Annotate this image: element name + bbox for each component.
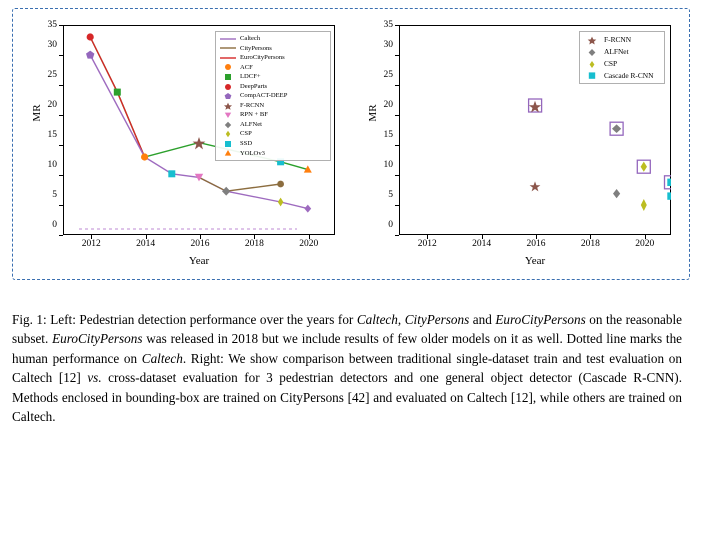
marker-csp-caltech (641, 199, 647, 211)
legend-item-eurocitypersons: EuroCityPersons (219, 53, 327, 63)
marker-alfnet (222, 187, 230, 196)
left-chart-legend (215, 31, 331, 161)
caption-italic-3: EuroCityPersons (495, 312, 586, 327)
legend-pentagon-icon (219, 92, 237, 100)
left-xtick-2018: 2018 (244, 239, 264, 249)
right-ytick-0: 0 (388, 220, 393, 230)
marker-caltech-2019 (304, 205, 311, 213)
right-ytick-25: 25 (383, 70, 393, 80)
right-chart-panel (355, 15, 685, 273)
marker-f-rcnn-caltech (530, 181, 541, 191)
legend-star-icon (583, 36, 601, 44)
legend-item-citypersons: CityPersons (219, 44, 327, 54)
caption-part-2: , (397, 312, 405, 327)
legend-item-cascade-rcnn: Cascade R-CNN (583, 70, 661, 82)
legend-item-acf: ACF (219, 63, 327, 73)
right-chart-legend (579, 31, 665, 84)
legend-square-icon (219, 140, 237, 148)
left-xtick-2014: 2014 (136, 239, 156, 249)
left-xtick-2012: 2012 (81, 239, 101, 249)
left-ytick-10: 10 (47, 160, 57, 170)
caption-part-6: . Right: We show comparison between traditional single-dataset train and test evaluation on Caltech [12] (12, 350, 682, 386)
legend-item-rpn-bf: RPN + BF (219, 110, 327, 120)
left-xtick-2020: 2020 (299, 239, 319, 249)
caption-part-7: cross-dataset evaluation for 3 pedestrian detectors and one general object detector (Cascade R-CNN). Methods enclosed in bounding-box are trained on CityPersons [42] and evaluated on Caltech [12], while others are trained on Caltech. (12, 370, 682, 425)
left-ytick-15: 15 (47, 130, 57, 140)
legend-item-compact-deep: CompACT-DEEP (219, 91, 327, 101)
legend-triangle-up-icon (219, 149, 237, 157)
left-xtick-2016: 2016 (190, 239, 210, 249)
legend-thin-diamond-icon (219, 130, 237, 138)
caption-italic-4: EuroCityPersons (52, 331, 143, 347)
legend-circle-icon (219, 63, 237, 71)
legend-line-icon (219, 35, 237, 43)
caption-part-3: and (469, 312, 496, 327)
left-y-axis-label: MR (31, 104, 43, 122)
caption-italic-1: Caltech (356, 312, 398, 327)
legend-line-icon (219, 54, 237, 62)
right-xtick-2012: 2012 (417, 239, 437, 249)
legend-item-f-rcnn: F-RCNN (219, 101, 327, 111)
caption-italic-6: vs. (87, 370, 102, 386)
right-xtick-2018: 2018 (580, 239, 600, 249)
marker-citypersons-2015 (168, 170, 175, 177)
caption-part-4: on the reasonable subset. (12, 312, 683, 347)
right-ytick-10: 10 (383, 160, 393, 170)
legend-item-csp: CSP (219, 129, 327, 139)
right-ytick-30: 30 (383, 40, 393, 50)
left-ytick-0: 0 (52, 220, 57, 230)
series-eurocitypersons-line (90, 37, 144, 157)
right-x-axis-label: Year (524, 255, 546, 267)
marker-deepparts (87, 33, 94, 40)
left-x-axis-label: Year (188, 255, 210, 267)
right-xtick-2016: 2016 (526, 239, 546, 249)
left-ytick-35: 35 (47, 20, 57, 30)
marker-csp (278, 198, 284, 207)
legend-item-ldcf: LDCF+ (219, 72, 327, 82)
legend-triangle-down-icon (219, 111, 237, 119)
legend-star-icon (219, 102, 237, 110)
caption-label: Fig. 1: (12, 312, 47, 327)
legend-square-icon (219, 73, 237, 81)
legend-item-yolov3: YOLOv3 (219, 149, 327, 159)
legend-diamond-icon (583, 48, 601, 56)
legend-line-icon (219, 44, 237, 52)
left-ytick-30: 30 (47, 40, 57, 50)
left-ytick-20: 20 (47, 100, 57, 110)
marker-alfnet-cross (612, 124, 621, 133)
right-xtick-2014: 2014 (472, 239, 492, 249)
caption-italic-2: CityPersons (404, 312, 470, 327)
figure-bounding-box (12, 8, 690, 280)
left-ytick-25: 25 (47, 70, 57, 80)
left-chart-panel (19, 15, 349, 273)
marker-acf (141, 153, 148, 160)
legend-circle-icon (219, 83, 237, 91)
marker-csp-cross (641, 162, 647, 172)
legend-item-alfnet: ALFNet (219, 120, 327, 130)
right-xtick-2020: 2020 (635, 239, 655, 249)
caption-italic-5: Caltech (141, 350, 183, 366)
marker-ldcf (114, 89, 121, 96)
marker-f-rcnn-cross (529, 101, 541, 113)
legend-item-f-rcnn: F-RCNN (583, 34, 661, 46)
marker-compact-deep (86, 51, 94, 59)
right-y-axis-label: MR (367, 104, 379, 122)
marker-alfnet-caltech (613, 189, 620, 198)
legend-thin-diamond-icon (583, 60, 601, 68)
caption-part-5: was released in 2018 but we include results of few older models on it as well. Dotted line marks the human performance on (12, 331, 683, 366)
legend-square-icon (583, 71, 601, 79)
right-ytick-35: 35 (383, 20, 393, 30)
legend-diamond-icon (219, 121, 237, 129)
marker-cascade-rcnn-cross (667, 179, 671, 186)
legend-item-csp: CSP (583, 58, 661, 70)
right-ytick-20: 20 (383, 100, 393, 110)
marker-cascade-rcnn-caltech (667, 192, 671, 199)
marker-citypersons-2018 (277, 181, 284, 188)
series-citypersons-line (199, 177, 281, 191)
legend-item-ssd: SSD (219, 139, 327, 149)
figure-caption (12, 310, 682, 426)
left-ytick-5: 5 (52, 190, 57, 200)
right-ytick-5: 5 (388, 190, 393, 200)
caption-part-1: Left: Pedestrian detection performance over the years for (46, 312, 357, 327)
legend-item-caltech: Caltech (219, 34, 327, 44)
legend-item-alfnet: ALFNet (583, 46, 661, 58)
legend-item-deepparts: DeepParts (219, 82, 327, 92)
right-ytick-15: 15 (383, 130, 393, 140)
